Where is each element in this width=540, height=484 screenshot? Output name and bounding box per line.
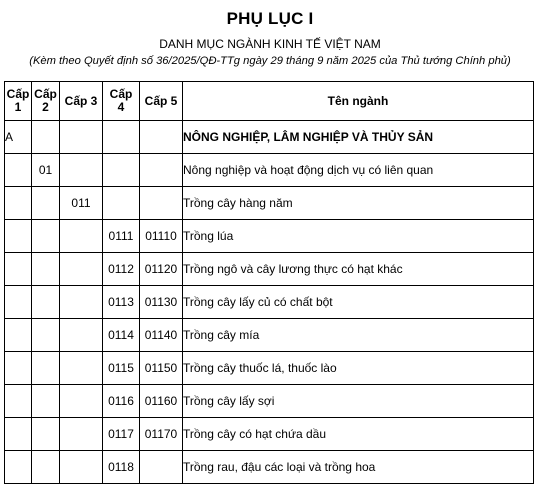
cell-name: Trồng cây lấy sợi bbox=[183, 385, 534, 418]
cell-cap2 bbox=[32, 187, 60, 220]
cell-cap3 bbox=[60, 418, 103, 451]
cell-cap1 bbox=[5, 385, 32, 418]
cell-name: Trồng cây hàng năm bbox=[183, 187, 534, 220]
cell-cap5 bbox=[140, 121, 183, 154]
cell-cap5 bbox=[140, 451, 183, 484]
cell-cap5: 01150 bbox=[140, 352, 183, 385]
cell-cap5: 01120 bbox=[140, 253, 183, 286]
column-header-name: Tên ngành bbox=[183, 82, 534, 121]
cell-cap3 bbox=[60, 253, 103, 286]
document-subtitle: DANH MỤC NGÀNH KINH TẾ VIỆT NAM bbox=[159, 37, 381, 51]
cell-cap4: 0112 bbox=[103, 253, 140, 286]
cell-cap3 bbox=[60, 121, 103, 154]
cell-cap5: 01160 bbox=[140, 385, 183, 418]
cell-cap1 bbox=[5, 220, 32, 253]
cell-cap2 bbox=[32, 319, 60, 352]
table-row bbox=[5, 385, 534, 418]
decision-note: (Kèm theo Quyết định số 36/2025/QĐ-TTg ngày 29 tháng 9 năm 2025 của Thủ tướng Chính phủ) bbox=[29, 55, 511, 67]
cell-cap3 bbox=[60, 352, 103, 385]
cell-cap2 bbox=[32, 385, 60, 418]
cell-cap3: 011 bbox=[60, 187, 103, 220]
cell-cap5: 01130 bbox=[140, 286, 183, 319]
cell-cap4: 0111 bbox=[103, 220, 140, 253]
cell-name: NÔNG NGHIỆP, LÂM NGHIỆP VÀ THỦY SẢN bbox=[183, 121, 534, 154]
cell-cap3 bbox=[60, 154, 103, 187]
column-header-cap3: Cấp 3 bbox=[60, 82, 103, 121]
cell-cap1: A bbox=[5, 121, 32, 154]
cell-cap1 bbox=[5, 352, 32, 385]
cell-name: Nông nghiệp và hoạt động dịch vụ có liên quan bbox=[183, 154, 534, 187]
cell-name: Trồng ngô và cây lương thực có hạt khác bbox=[183, 253, 534, 286]
cell-name: Trồng cây mía bbox=[183, 319, 534, 352]
column-header-cap4: Cấp 4 bbox=[103, 82, 140, 121]
cell-cap1 bbox=[5, 253, 32, 286]
table-row bbox=[5, 286, 534, 319]
cell-cap3 bbox=[60, 385, 103, 418]
cell-cap2 bbox=[32, 451, 60, 484]
table-row bbox=[5, 253, 534, 286]
cell-cap4: 0113 bbox=[103, 286, 140, 319]
cell-cap2 bbox=[32, 253, 60, 286]
cell-cap3 bbox=[60, 286, 103, 319]
cell-cap4: 0115 bbox=[103, 352, 140, 385]
cell-cap2 bbox=[32, 286, 60, 319]
cell-name: Trồng cây lấy củ có chất bột bbox=[183, 286, 534, 319]
column-header-cap1: Cấp 1 bbox=[5, 82, 32, 121]
cell-cap5 bbox=[140, 187, 183, 220]
table-row bbox=[5, 121, 534, 154]
table-row bbox=[5, 418, 534, 451]
table-row bbox=[5, 187, 534, 220]
cell-cap4: 0118 bbox=[103, 451, 140, 484]
column-header-cap5: Cấp 5 bbox=[140, 82, 183, 121]
cell-cap1 bbox=[5, 451, 32, 484]
cell-name: Trồng rau, đậu các loại và trồng hoa bbox=[183, 451, 534, 484]
cell-cap5: 01110 bbox=[140, 220, 183, 253]
table-row bbox=[5, 451, 534, 484]
cell-cap2 bbox=[32, 352, 60, 385]
table-row bbox=[5, 154, 534, 187]
page-title: PHỤ LỤC I bbox=[226, 9, 314, 28]
cell-name: Trồng lúa bbox=[183, 220, 534, 253]
cell-cap3 bbox=[60, 220, 103, 253]
cell-name: Trồng cây thuốc lá, thuốc lào bbox=[183, 352, 534, 385]
cell-name: Trồng cây có hạt chứa dầu bbox=[183, 418, 534, 451]
cell-cap1 bbox=[5, 418, 32, 451]
cell-cap2 bbox=[32, 220, 60, 253]
table-row bbox=[5, 220, 534, 253]
cell-cap2 bbox=[32, 121, 60, 154]
table-row bbox=[5, 319, 534, 352]
cell-cap4 bbox=[103, 154, 140, 187]
cell-cap4 bbox=[103, 187, 140, 220]
cell-cap1 bbox=[5, 187, 32, 220]
cell-cap4 bbox=[103, 121, 140, 154]
cell-cap1 bbox=[5, 286, 32, 319]
table-row bbox=[5, 352, 534, 385]
cell-cap1 bbox=[5, 319, 32, 352]
cell-cap1 bbox=[5, 154, 32, 187]
cell-cap3 bbox=[60, 319, 103, 352]
cell-cap4: 0116 bbox=[103, 385, 140, 418]
table-header-row bbox=[5, 82, 534, 121]
cell-cap4: 0117 bbox=[103, 418, 140, 451]
cell-cap5: 01140 bbox=[140, 319, 183, 352]
industry-code-table bbox=[4, 81, 534, 484]
cell-cap4: 0114 bbox=[103, 319, 140, 352]
cell-cap2: 01 bbox=[32, 154, 60, 187]
cell-cap2 bbox=[32, 418, 60, 451]
cell-cap5: 01170 bbox=[140, 418, 183, 451]
column-header-cap2: Cấp 2 bbox=[32, 82, 60, 121]
cell-cap3 bbox=[60, 451, 103, 484]
cell-cap5 bbox=[140, 154, 183, 187]
